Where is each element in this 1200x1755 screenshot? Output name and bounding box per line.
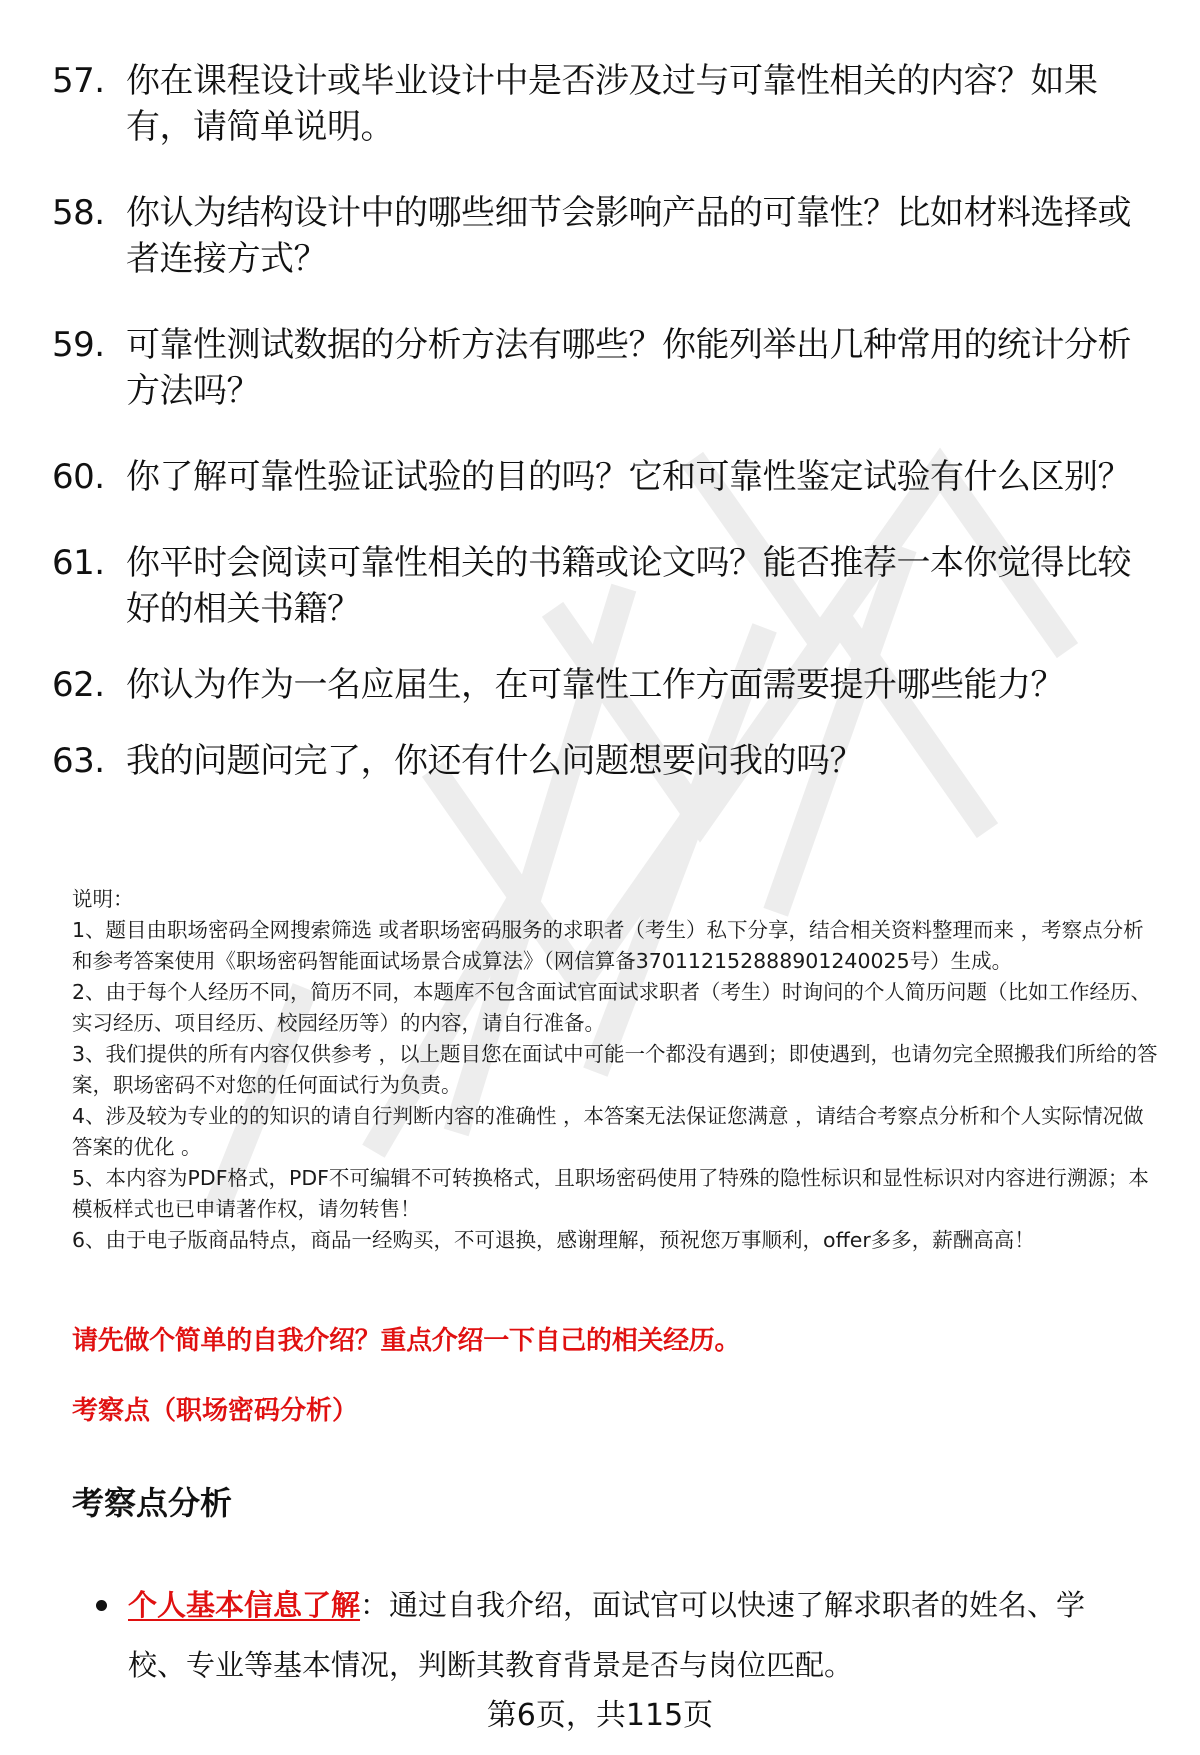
question-text: 你在课程设计或毕业设计中是否涉及过与可靠性相关的内容？如果有，请简单说明。	[126, 61, 1098, 147]
question-text: 你了解可靠性验证试验的目的吗？它和可靠性鉴定试验有什么区别？	[126, 457, 1131, 497]
bullet-text: 通过自我介绍，面试官可以快速了解求职者的姓名、学校、专业等基本情况，判断其教育背景是否与岗位匹配。	[128, 1588, 1086, 1682]
question-number: 61.	[52, 543, 105, 583]
analysis-bullets	[96, 1575, 1126, 1695]
question-item	[52, 738, 1162, 784]
note-item: 4、涉及较为专业的的知识的请自行判断内容的准确性 ，本答案无法保证您满意 ，请结合考察点分析和个人实际情况做答案的优化 。	[72, 1104, 1144, 1159]
note-item: 3、我们提供的所有内容仅供参考 ，以上题目您在面试中可能一个都没有遇到；即使遇到，也请勿完全照搬我们所给的答案，职场密码不对您的任何面试行为负责。	[72, 1042, 1158, 1097]
section-title: 考察点分析	[72, 1484, 233, 1522]
highlight-question: 请先做个简单的自我介绍？重点介绍一下自己的相关经历。	[72, 1326, 741, 1356]
bullet-item	[96, 1575, 1126, 1695]
note-item: 5、本内容为PDF格式，PDF不可编辑不可转换格式，且职场密码使用了特殊的隐性标识和显性标识对内容进行溯源；本模板样式也已申请著作权，请勿转售！	[72, 1166, 1149, 1221]
disclaimer-notes	[72, 884, 1162, 1256]
question-text: 你平时会阅读可靠性相关的书籍或论文吗？能否推荐一本你觉得比较好的相关书籍？	[126, 543, 1131, 629]
note-item: 2、由于每个人经历不同，简历不同，本题库不包含面试官面试求职者（考生）时询问的个人简历问题（比如工作经历、实习经历、项目经历、校园经历等）的内容，请自行准备。	[72, 980, 1152, 1035]
question-number: 62.	[52, 665, 105, 705]
bullet-body	[128, 1575, 1126, 1695]
question-item	[52, 540, 1162, 632]
question-number: 59.	[52, 325, 105, 365]
question-number: 57.	[52, 61, 105, 101]
question-item	[52, 190, 1162, 282]
note-item: 1、题目由职场密码全网搜索筛选 或者职场密码服务的求职者（考生）私下分享，结合相关资料整理而来 ，考察点分析和参考答案使用《职场密码智能面试场景合成算法》（网信算备370112152888901240025号）生成。	[72, 918, 1144, 973]
notes-title: 说明：	[72, 887, 134, 911]
question-item	[52, 454, 1162, 500]
question-item	[52, 662, 1162, 708]
question-text: 你认为结构设计中的哪些细节会影响产品的可靠性？比如材料选择或者连接方式？	[126, 193, 1131, 279]
question-list	[52, 58, 1162, 784]
question-text: 可靠性测试数据的分析方法有哪些？你能列举出几种常用的统计分析方法吗？	[126, 325, 1131, 411]
question-item	[52, 58, 1162, 150]
question-item	[52, 322, 1162, 414]
question-text: 你认为作为一名应届生，在可靠性工作方面需要提升哪些能力？	[126, 665, 1064, 705]
question-number: 58.	[52, 193, 105, 233]
page-number: 第6页，共115页	[486, 1698, 714, 1733]
question-number: 63.	[52, 741, 105, 781]
note-item: 6、由于电子版商品特点，商品一经购买，不可退换，感谢理解，预祝您万事顺利，offer多多，薪酬高高！	[72, 1228, 1035, 1252]
bullet-key: 个人基本信息了解	[128, 1588, 361, 1622]
question-number: 60.	[52, 457, 105, 497]
bullet-icon	[96, 1575, 128, 1611]
bullet-separator: ：	[360, 1588, 390, 1622]
question-text: 我的问题问完了，你还有什么问题想要问我的吗？	[126, 741, 863, 781]
analysis-label: 考察点（职场密码分析）	[72, 1396, 359, 1426]
